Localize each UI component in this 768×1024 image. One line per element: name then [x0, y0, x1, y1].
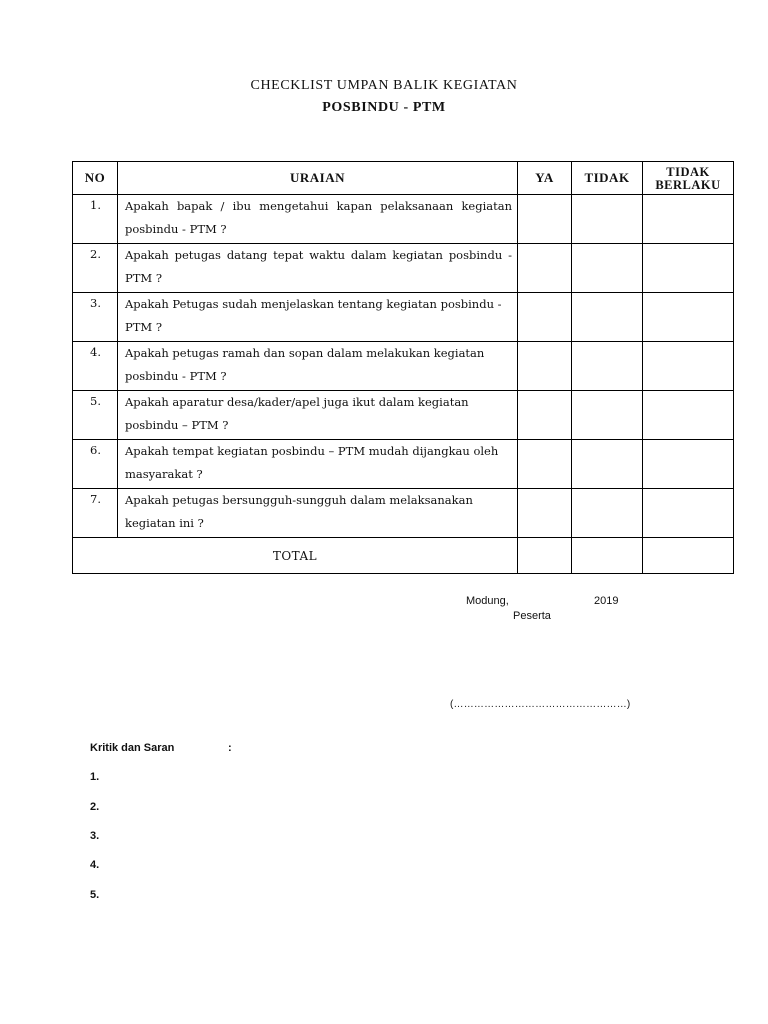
header-tidak: TIDAK [572, 162, 643, 195]
signature-name-line: (……………………………………………) [450, 699, 631, 710]
total-label: TOTAL [73, 538, 518, 574]
tidak-berlaku-cell[interactable] [643, 342, 734, 391]
signature-role: Peserta [513, 610, 551, 622]
header-no: NO [73, 162, 118, 195]
row-number: 6. [73, 440, 118, 489]
table-row [73, 195, 734, 244]
row-number: 1. [73, 195, 118, 244]
row-number: 2. [73, 244, 118, 293]
row-question: Apakah bapak / ibu mengetahui kapan pelaksanaan kegiatan posbindu - PTM ? [118, 195, 518, 244]
document-title: CHECKLIST UMPAN BALIK KEGIATAN [250, 78, 518, 93]
ya-cell[interactable] [518, 391, 572, 440]
header-uraian: URAIAN [118, 162, 518, 195]
tidak-cell[interactable] [572, 244, 643, 293]
feedback-item-3: 3. [90, 830, 100, 842]
row-number: 3. [73, 293, 118, 342]
ya-cell[interactable] [518, 489, 572, 538]
row-question: Apakah petugas datang tepat waktu dalam kegiatan posbindu - PTM ? [118, 244, 518, 293]
row-question: Apakah petugas bersungguh-sungguh dalam melaksanakan kegiatan ini ? [118, 489, 518, 538]
tidak-cell[interactable] [572, 440, 643, 489]
row-question: Apakah tempat kegiatan posbindu – PTM mudah dijangkau oleh masyarakat ? [118, 440, 518, 489]
feedback-item-4: 4. [90, 859, 100, 871]
tidak-berlaku-cell[interactable] [643, 391, 734, 440]
tidak-cell[interactable] [572, 293, 643, 342]
table-row [73, 293, 734, 342]
header-tidak-berlaku-line1: TIDAK [666, 164, 710, 179]
table-header-row [73, 162, 734, 195]
tidak-cell[interactable] [572, 342, 643, 391]
table-row [73, 440, 734, 489]
table-row [73, 489, 734, 538]
signature-place: Modung, [466, 595, 509, 607]
row-question: Apakah petugas ramah dan sopan dalam melakukan kegiatan posbindu - PTM ? [118, 342, 518, 391]
row-question: Apakah aparatur desa/kader/apel juga ikut dalam kegiatan posbindu – PTM ? [118, 391, 518, 440]
ya-cell[interactable] [518, 342, 572, 391]
ya-cell[interactable] [518, 244, 572, 293]
row-question: Apakah Petugas sudah menjelaskan tentang kegiatan posbindu - PTM ? [118, 293, 518, 342]
table-row [73, 342, 734, 391]
ya-cell[interactable] [518, 293, 572, 342]
ya-cell[interactable] [518, 440, 572, 489]
feedback-item-1: 1. [90, 771, 100, 783]
row-number: 5. [73, 391, 118, 440]
header-tidak-berlaku [643, 162, 734, 195]
feedback-label: Kritik dan Saran [90, 742, 175, 754]
tidak-cell[interactable] [572, 489, 643, 538]
ya-cell[interactable] [518, 195, 572, 244]
total-tidak-berlaku-cell[interactable] [643, 538, 734, 574]
table-row [73, 244, 734, 293]
feedback-item-5: 5. [90, 889, 100, 901]
tidak-cell[interactable] [572, 195, 643, 244]
header-tidak-berlaku-line2: BERLAKU [655, 177, 721, 192]
feedback-colon: : [228, 742, 232, 754]
signature-year: 2019 [594, 595, 619, 607]
tidak-berlaku-cell[interactable] [643, 293, 734, 342]
feedback-item-2: 2. [90, 801, 100, 813]
tidak-berlaku-cell[interactable] [643, 489, 734, 538]
row-number: 7. [73, 489, 118, 538]
checklist-table [72, 161, 734, 574]
document-subtitle: POSBINDU - PTM [322, 100, 446, 115]
total-tidak-cell[interactable] [572, 538, 643, 574]
tidak-berlaku-cell[interactable] [643, 195, 734, 244]
total-row [73, 538, 734, 574]
tidak-berlaku-cell[interactable] [643, 244, 734, 293]
total-ya-cell[interactable] [518, 538, 572, 574]
row-number: 4. [73, 342, 118, 391]
tidak-berlaku-cell[interactable] [643, 440, 734, 489]
table-row [73, 391, 734, 440]
header-ya: YA [518, 162, 572, 195]
tidak-cell[interactable] [572, 391, 643, 440]
